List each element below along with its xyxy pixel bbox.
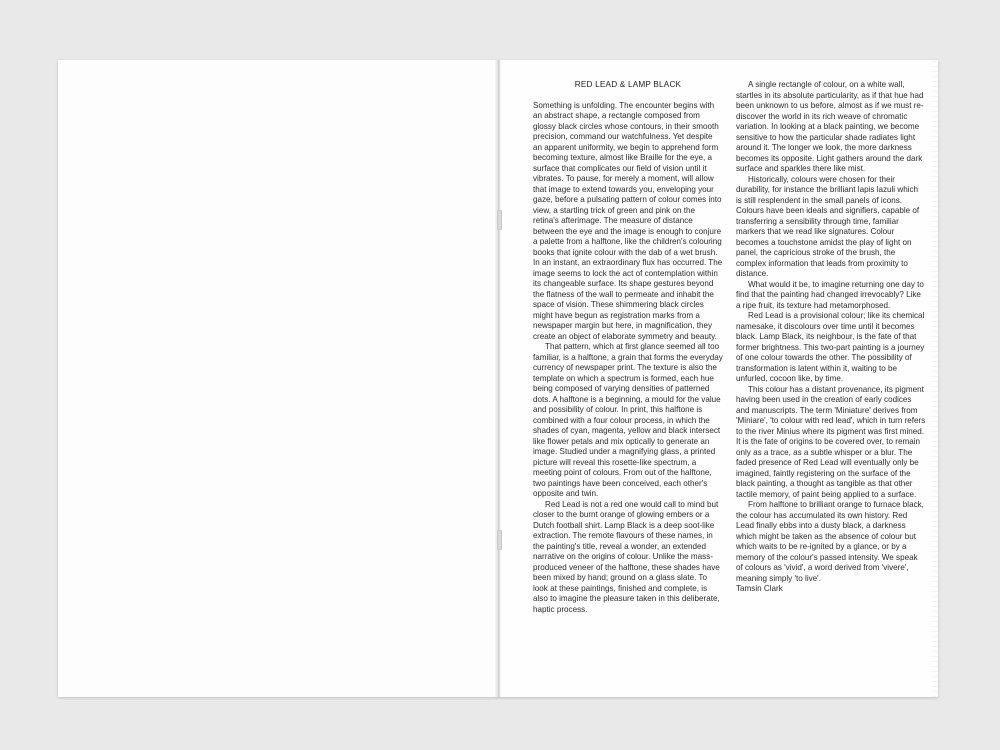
paragraph: From halftone to brilliant orange to furnace black, the colour has accumulated its own history. Red Lead finally ebbs into a dusty black, a darkness which might be taken as the absence of colour but which waits to be re-ignited by a glance, or by a memory of the colour's passed intensity. We speak of colours as 'vivid', a word derived from 'vivere', meaning simply 'to live'.	[736, 500, 924, 583]
paragraph: Historically, colours were chosen for their durability, for instance the brilliant lapis lazuli which is still resplendent in the small panels of icons. Colours have been ideals and signifiers, capable of transferring a sensibility through time, familiar markers that we read like signatures. Colour becomes a touchstone amidst the play of light on panel, the capricious stroke of the brush, the complex information that leads from proximity to distance.	[736, 174, 920, 278]
staple	[497, 530, 502, 550]
paragraph: That pattern, which at first glance seemed all too familiar, is a halftone, a grain that forms the everyday currency of newspaper print. The texture is also the template on which a spectrum is formed, each hue being composed of varying densities of patterned dots. A halftone is a beginning, a mould for the value and possibility of colour. In print, this halftone is combined with a four colour process, in which the shades of cyan, magenta, yellow and black intersect like flower petals and mix optically to generate an image. Studied under a magnifying glass, a printed picture will reveal this rosette-like spectrum, a meeting point of colours. From out of the halftone, two paintings have been conceived, each other's opposite and twin.	[533, 342, 723, 498]
left-page-blank	[58, 60, 498, 697]
text-column-left	[533, 80, 723, 615]
page-edge	[932, 60, 938, 697]
author-signature: Tamsin Clark	[736, 584, 783, 593]
booklet-spine	[495, 60, 502, 697]
paragraph: A single rectangle of colour, on a white wall, startles in its absolute particularity, as if that hue had been unknown to us before, almost as if we must re-discover the world in its rich weave of chromatic variation. In looking at a black painting, we become sensitive to how the particular shade radiates light around it. The longer we look, the more darkness becomes its opposite. Light gathers around the dark surface and sparkles there like mist.	[736, 80, 924, 173]
paragraph: Red Lead is not a red one would call to mind but closer to the burnt orange of glowing embers or a Dutch football shirt. Lamp Black is a deep soot-like extraction. The remote flavours of these names, in the painting's title, reveal a wonder, an extended narrative on the origins of colour. Unlike the mass-produced veneer of the halftone, these shades have been mixed by hand; ground on a glass slate. To look at these paintings, finished and complete, is also to imagine the pleasure taken in this deliberate, haptic process.	[533, 499, 720, 614]
text-column-right	[736, 80, 926, 595]
paragraph: This colour has a distant provenance, its pigment having been used in the creation of early codices and manuscripts. The term 'Miniature' derives from 'Miniare', 'to colour with red lead', which in turn refers to the river Minius where its pigment was first mined. It is the fate of origins to be covered over, to remain only as a trace, as a subtle whisper or a blur. The faded presence of Red Lead will eventually only be imagined, faintly registering on the surface of the black painting, a thought as tangible as that other tactile memory, of paint being applied to a surface.	[736, 384, 926, 499]
open-booklet	[58, 60, 938, 697]
paragraph: Red Lead is a provisional colour; like its chemical namesake, it discolours over time until it becomes black. Lamp Black, its neighbour, is the fate of that former brightness. This two-part painting is a journey of one colour towards the other. The possibility of transformation is latent within it, waiting to be unfurled, cocoon like, by time.	[736, 311, 925, 383]
paragraph: Something is unfolding. The encounter begins with an abstract shape, a rectangle composed from glossy black circles whose contours, in their smooth precision, command our watchfulness. Yet despite an apparent uniformity, we begin to apprehend form becoming texture, almost like Braille for the eye, a surface that complicates our field of vision until it vibrates. To pause, for merely a moment, will allow that image to extend towards you, enveloping your gaze, before a pulsating pattern of colour comes into view, a startling trick of green and pink on the retina's afterimage. The measure of distance between the eye and the image is enough to conjure a palette from a halftone, like the children's colouring books that ignite colour with the dab of a wet brush. In an instant, an extraordinary flux has occurred. The image seems to lock the act of contemplation within its changeable surface. Its shape gestures beyond the flatness of the wall to permeate and inhabit the space of vision. These shimmering black circles might have begun as registration marks from a newspaper margin but here, in magnification, they create an object of elaborate symmetry and beauty.	[533, 100, 723, 341]
right-page	[500, 60, 938, 697]
paragraph: What would it be, to imagine returning one day to find that the painting had changed irrevocably? Like a ripe fruit, its texture had metamorphosed.	[736, 279, 924, 310]
staple	[497, 210, 502, 230]
article-title: RED LEAD & LAMP BLACK	[574, 80, 682, 89]
